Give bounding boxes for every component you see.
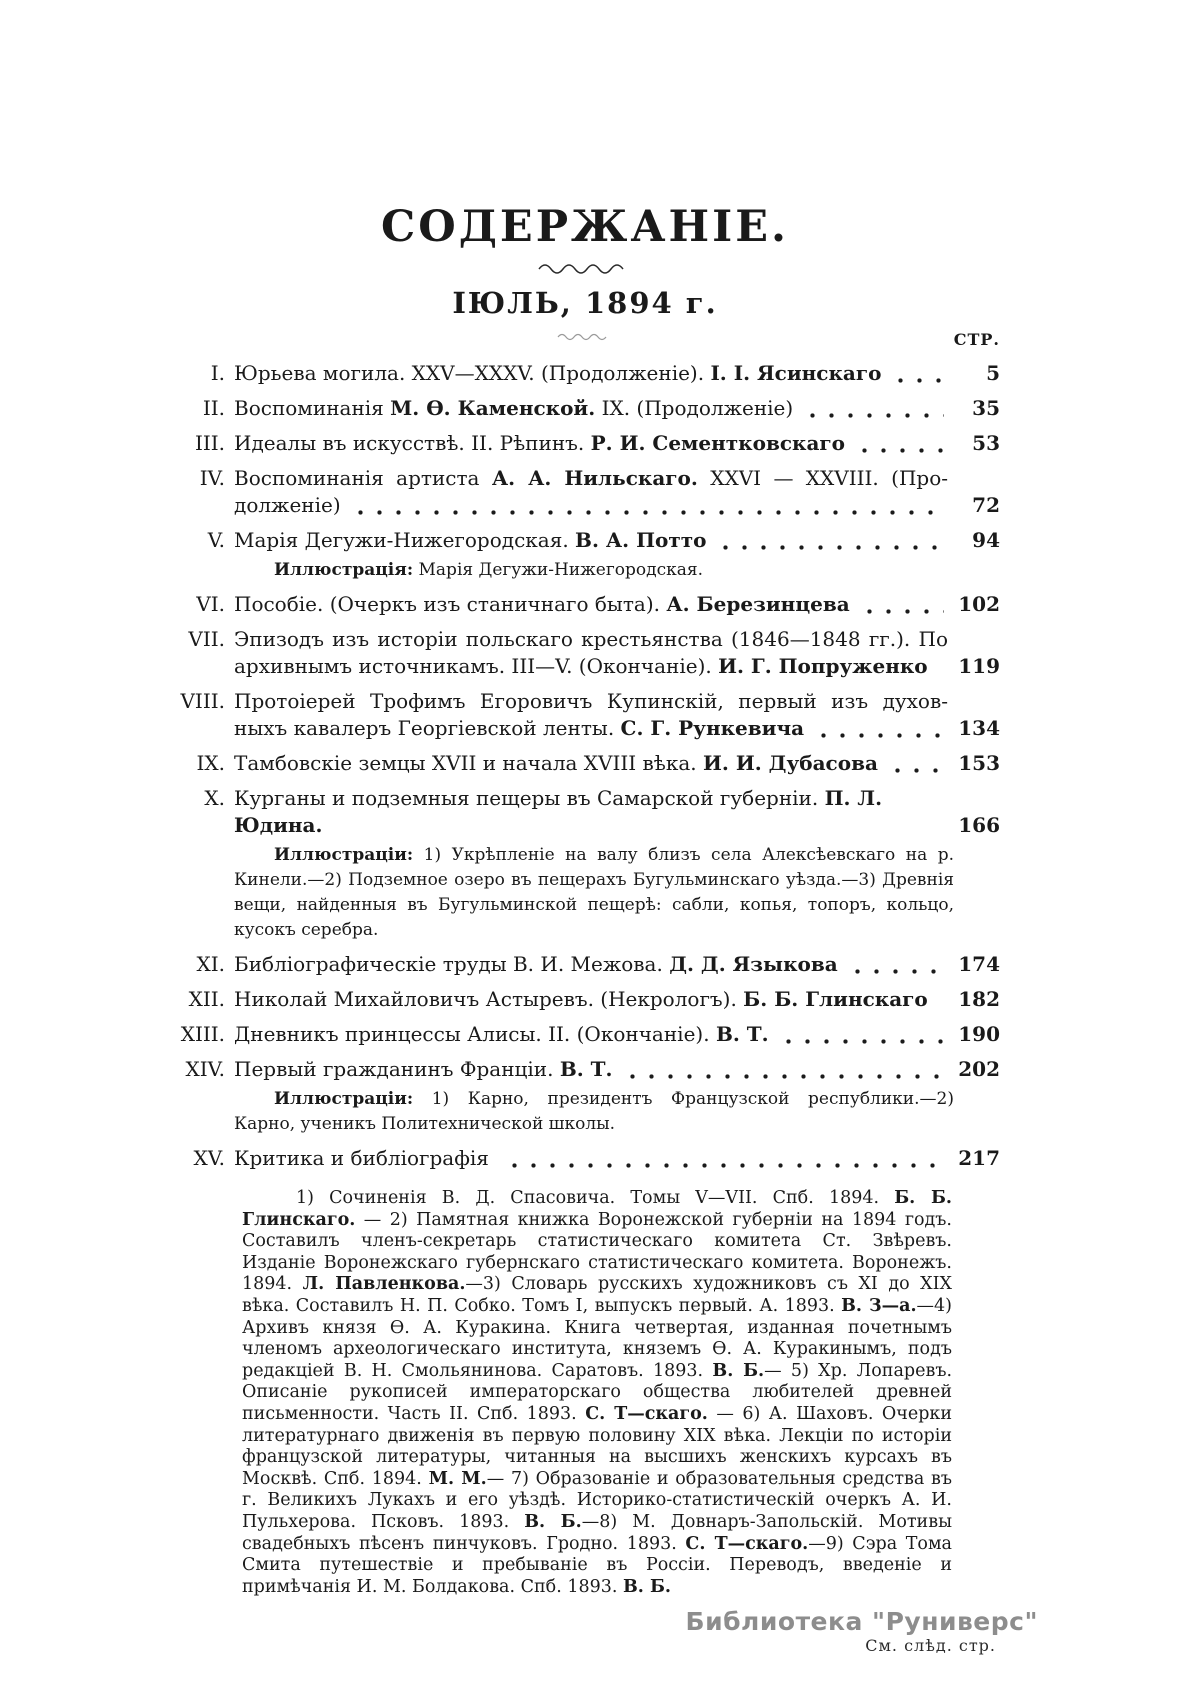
entry-title [234,591,948,618]
toc-entry [170,1056,1000,1083]
page-column-header: СТР. [953,330,1000,349]
toc-page [170,0,1000,1655]
entry-title [234,527,948,554]
dot-leader [351,510,944,515]
entry-number: IV. [199,466,225,490]
dot-leader [860,609,944,614]
entry-title [234,785,948,839]
title-text: Юрьева могила. XXV—XXXV. (Продолженіе). [234,361,711,385]
entry-page: 119 [958,654,1000,678]
dot-leader [505,1163,944,1168]
title-text: IX. (Продолженіе) [595,396,794,420]
title-text: Николай Михайловичъ Астыревъ. (Некрологъ). [234,987,744,1011]
dot-leader [855,448,944,453]
dot-leader [848,969,944,974]
toc-entry [170,360,1000,387]
title-text: Протоіерей Трофимъ Егоровичъ Купинскій, первый изъ духов- [234,689,948,713]
illustration-note [170,843,1000,943]
entry-page: 202 [958,1057,1000,1081]
title-text: —3) Словарь русскихъ художниковъ съ XI до XIX вѣка. Составилъ Н. П. Собко. Томъ I, выпускъ первый. А. 1893. [242,1274,952,1316]
author-name: С. Т—скаго. [685,1533,809,1554]
author-name: С. Г. Рункевича [620,716,805,740]
author-name: М. М. [428,1468,487,1489]
author-name: Р. И. Сементковскаго [590,431,846,455]
author-name: В. Б. [712,1360,765,1381]
entry-page: 217 [958,1146,1000,1170]
toc-entry [170,1145,1000,1172]
dot-leader [779,1039,944,1044]
entry-title [234,750,948,777]
entry-number: V. [207,528,225,552]
entry-number: VI. [196,592,225,616]
entry-title [234,626,948,680]
entry-page: 166 [958,813,1000,837]
entry-title [234,1056,948,1083]
author-name: В. Т. [559,1057,613,1081]
author-name: П. Л. Юдина. [234,786,890,837]
entry-number: XV. [193,1146,225,1170]
title-text: —4) Архивъ князя Ѳ. А. Куракина. Книга четвертая, изданная почетнымъ членомъ археологическаго института, княземъ Ѳ. А. Куракинымъ, подъ редакціей В. Н. Смольянинова. Саратовъ. 1893. [242,1295,952,1381]
author-name: Иллюстрація: [274,560,414,580]
toc-list [170,360,1000,1172]
title-text: — 2) Памятная книжка Воронежской губерніи на 1894 годъ. Составилъ членъ-секретарь статистическаго комитета Ст. Звѣревъ. Изданіе Воронежскаго губернскаго статистическаго комитета. Воронежъ. 1894. [242,1209,952,1295]
author-name: Иллюстраціи: [274,845,414,865]
entry-number: VIII. [180,689,225,713]
title-text: ныхъ кавалеръ Георгіевской ленты. [234,716,621,740]
toc-entry [170,527,1000,554]
entry-title [234,430,948,457]
author-name: В. З—а. [841,1295,917,1316]
entry-page: 53 [972,431,1000,455]
dot-leader [716,545,944,550]
toc-entry [170,951,1000,978]
bibliography-paragraph [242,1188,952,1598]
title-text: Курганы и подземныя пещеры въ Самарской губерніи. [234,786,825,810]
entry-page: 5 [986,361,1000,385]
entry-page: 72 [972,493,1000,517]
toc-entry [170,465,1000,519]
author-name: В. А. Потто [575,528,707,552]
author-name: А. А. Нильскаго. [491,466,698,490]
title-text: Идеалы въ искусствѣ. II. Рѣпинъ. [234,431,591,455]
footer-note: См. слѣд. стр. [865,1636,996,1656]
title-text: Критика и библіографія [234,1146,496,1170]
title-text: долженіе) [234,493,341,517]
dot-leader [891,378,944,383]
dot-leader [803,413,944,418]
title-text: Эпизодъ изъ исторіи польскаго крестьянства (1846—1848 гг.). По [234,627,948,651]
watermark: Библиотека "Руниверс" [685,1607,1038,1636]
dot-leader [938,1004,944,1009]
title-text: Воспоминанія артиста [234,466,492,490]
title-text: — 5) Хр. Лопаревъ. Описаніе рукописей императорскаго общества любителей древней письменности. Часть II. Спб. 1893. [242,1360,953,1424]
dot-leader [623,1074,944,1079]
entry-number: III. [194,431,225,455]
illustration-note-text [234,1087,1000,1137]
illustration-note [170,1087,1000,1137]
title-text: Первый гражданинъ Франціи. [234,1057,560,1081]
toc-entry [170,591,1000,618]
author-name: Б. Б. Глинскаго [743,987,928,1011]
wavy-divider-small [556,332,614,341]
author-name: Д. Д. Языкова [669,952,838,976]
toc-entry [170,1021,1000,1048]
issue-subtitle: ІЮЛЬ, 1894 г. [452,286,718,320]
entry-number: I. [210,361,225,385]
entry-page: 102 [958,592,1000,616]
title-text: XXVI — XXVIII. (Про- [697,466,949,490]
toc-entry [170,395,1000,422]
illustration-note-text [234,843,1000,943]
page-title: СОДЕРЖАНІЕ. [381,202,789,252]
entry-title [234,986,948,1013]
title-text: 1) Укрѣпленіе на валу близъ села Алексѣевскаго на р. Кинели.—2) Подземное озеро въ пещерахъ Бугульминскаго уѣзда.—3) Древнія вещи, найденныя въ Бугульминской пещерѣ: сабли, копья, топоръ, кольцо, кусокъ серебра. [234,845,954,940]
dot-leader [938,671,944,676]
title-text: —9) Сэра Тома Смита путешествіе и пребываніе въ Россіи. Переводъ, введеніе и примѣчанія И. М. Болдакова. Спб. 1893. [242,1533,952,1597]
entry-page: 174 [958,952,1000,976]
entry-title [234,395,948,422]
wavy-divider [170,262,1000,274]
title-text: Тамбовскіе земцы XVII и начала XVIII вѣка. [234,751,704,775]
title-text: 1) Карно, президентъ Французской республики.—2) Карно, ученикъ Политехнической школы. [234,1089,954,1134]
author-name: И. Г. Попруженко [718,654,928,678]
author-name: Л. Павленкова. [302,1274,466,1295]
entry-number: IX. [196,751,225,775]
author-name: Иллюстраціи: [274,1089,414,1109]
entry-title [234,360,948,387]
entry-number: XI. [196,952,225,976]
author-name: В. Т. [715,1022,769,1046]
illustration-note [170,558,1000,583]
illustration-note-text [234,558,1000,583]
toc-entry [170,688,1000,742]
title-text: — 7) Образованіе и образовательныя средства въ г. Великихъ Лукахъ и его уѣздѣ. Историко-статистическій очеркъ А. И. Пульхерова. Псковъ. 1893. [242,1468,952,1532]
entry-number: XIII. [180,1022,225,1046]
entry-title [234,688,948,742]
author-name: Б. Б. Глинскаго. [242,1188,953,1230]
title-text: Марія Дегужи-Нижегородская. [413,560,703,580]
title-text: архивнымъ источникамъ. III—V. (Окончаніе). [234,654,719,678]
author-name: В. Б. [622,1576,672,1597]
title-text: Библіографическіе труды В. И. Межова. [234,952,670,976]
entry-page: 190 [958,1022,1000,1046]
dot-leader [888,768,944,773]
title-text: 1) Сочиненія В. Д. Спасовича. Томы V—VII. Спб. 1894. [296,1188,895,1208]
toc-entry [170,430,1000,457]
entry-page: 134 [958,716,1000,740]
toc-entry [170,785,1000,839]
entry-page: 182 [958,987,1000,1011]
entry-number: VII. [188,627,225,651]
title-text: — 6) А. Шаховъ. Очерки литературнаго движенія въ первую половину XIX вѣка. Лекціи по исторіи французской литературы, читанныя на высшихъ женскихъ курсахъ въ Москвѣ. Спб. 1894. [242,1403,952,1489]
entry-title [234,951,948,978]
title-text: Марія Дегужи-Нижегородская. [234,528,576,552]
entry-title [234,1145,948,1172]
entry-title [234,465,948,519]
entry-page: 94 [972,528,1000,552]
title-text: Пособіе. (Очеркъ изъ станичнаго быта). [234,592,667,616]
author-name: М. Ѳ. Каменской. [390,396,596,420]
dot-leader [814,733,944,738]
author-name: С. Т—скаго. [585,1403,708,1424]
title-text: Дневникъ принцессы Алисы. II. (Окончаніе). [234,1022,716,1046]
toc-entry [170,626,1000,680]
title-text: —8) М. Довнаръ-Запольскій. Мотивы свадебныхъ пѣсенъ пинчуковъ. Гродно. 1893. [242,1511,953,1554]
author-name: И. И. Дубасова [703,751,878,775]
entry-number: X. [204,786,225,810]
author-name: І. І. Ясинскаго [710,361,882,385]
author-name: В. Б. [524,1511,582,1532]
entry-number: XIV. [185,1057,225,1081]
entry-title [234,1021,948,1048]
author-name: А. Березинцева [666,592,850,616]
toc-entry [170,750,1000,777]
title-text: Воспоминанія [234,396,391,420]
entry-page: 35 [972,396,1000,420]
toc-entry [170,986,1000,1013]
entry-page: 153 [958,751,1000,775]
entry-number: II. [202,396,225,420]
entry-number: XII. [188,987,225,1011]
